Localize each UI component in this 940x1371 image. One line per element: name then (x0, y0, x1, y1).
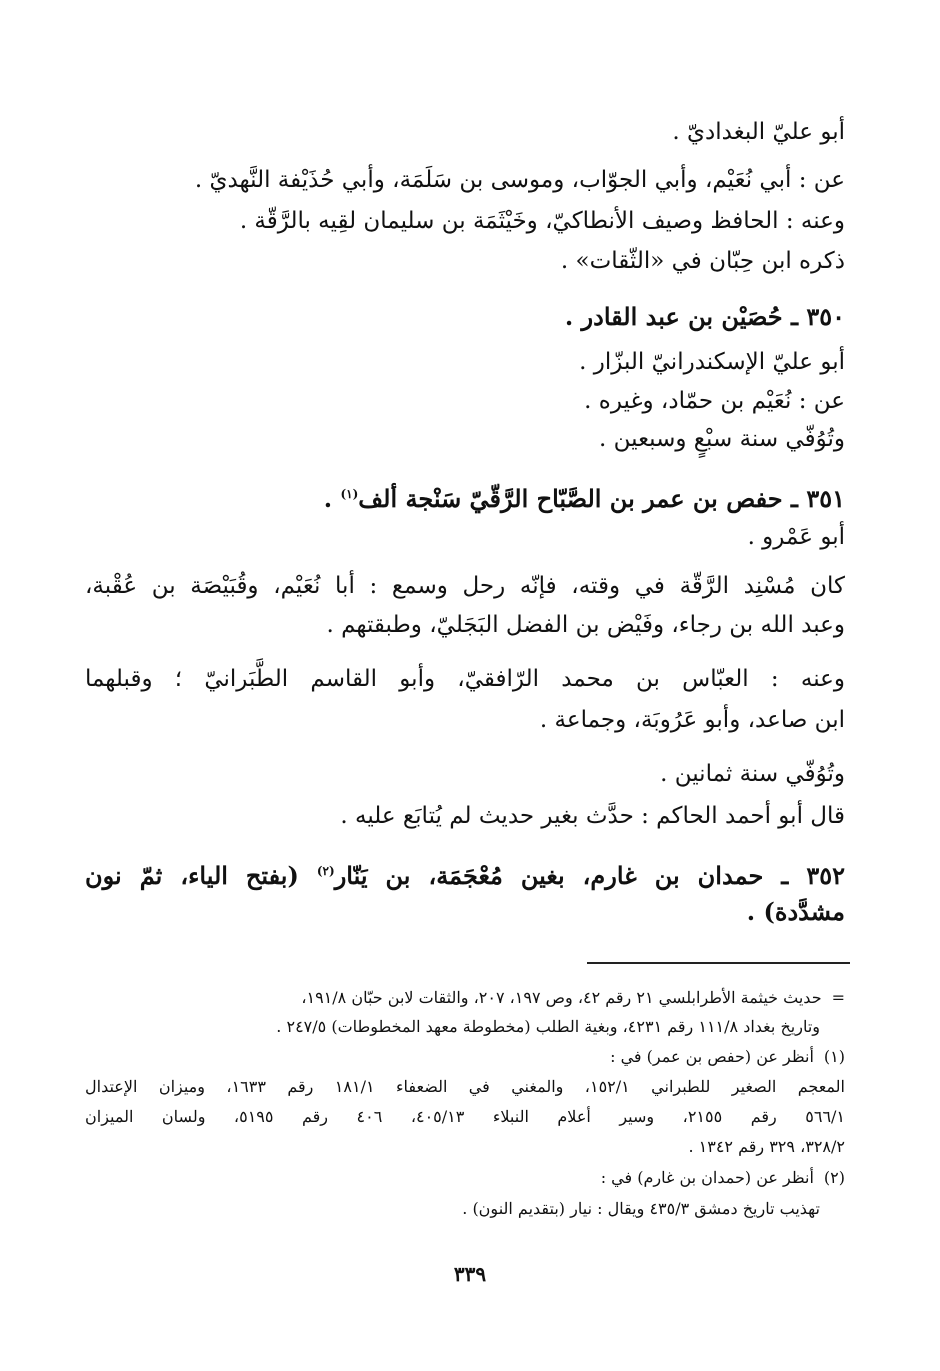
footnote-ref-2: (٢) (316, 864, 335, 878)
footnote-1-title: أنظر عن (حفص بن عمر) في : (610, 1047, 814, 1066)
entry-351-para1-line2: وعبد الله بن رجاء، وفَيْض بن الفضل البَجَليّ، وطبقتهم . (326, 612, 845, 638)
entry-351-heading (85, 475, 845, 518)
footnote-continuation-line2: وتاريخ بغداد ١١١/٨ رقم ٤٢٣١، وبغية الطلب (مخطوطة معهد المخطوطات) ٢٤٧/٥ . (276, 1017, 820, 1036)
footnote-1-line2: ٥٦٦/١ رقم ٢١٥٥، وسير أعلام النبلاء ٤٠٥/١٣، ٤٠٦ رقم ٥١٩٥، ولسان الميزان (85, 1107, 846, 1126)
prev-entry-students: وعنه : الحافظ وصيف الأنطاكيّ، وخَيْثَمَة بن سليمان لقِيه بالرَّقّة . (239, 208, 845, 234)
footnote-ref-1: (١) (340, 487, 359, 501)
entry-351-para2-line2: ابن صاعد، وأبو عَرُوبَة، وجماعة . (539, 707, 845, 733)
prev-entry-source: ذكره ابن حِبّان في «الثّقات» . (560, 248, 845, 274)
entry-350-heading: ٣٥٠ ـ حُصَيْن بن عبد القادر . (564, 302, 845, 331)
footnote-2-title-line (85, 1164, 845, 1192)
entry-352-heading-line1 (85, 852, 845, 895)
entry-350-kunya: أبو عليّ الإسكندرانيّ البزّار . (579, 349, 845, 375)
entry-351-heading-end: . (323, 484, 341, 513)
footnote-2-line1: تهذيب تاريخ دمشق ٤٣٥/٣ ويقال : نيار (بتقديم النون) . (462, 1199, 820, 1218)
prev-entry-teachers: عن : أبي نُعَيْم، وأبي الجوّاب، وموسى بن سَلَمَة، وأبي حُذَيْفة النَّهديّ . (194, 167, 845, 193)
entry-351-heading-text: ٣٥١ ـ حفص بن عمر بن الصَّبّاح الرَّقّيّ سَنْجة ألف (358, 484, 845, 513)
footnote-continuation-line1 (85, 984, 845, 1012)
entry-350-teachers: عن : نُعَيْم بن حمّاد، وغيره . (584, 388, 845, 414)
footnote-separator (587, 962, 850, 964)
footnote-1-line3: ٣٢٨/٢، ٣٢٩ رقم ١٣٤٢ . (688, 1137, 845, 1156)
entry-351-kunya: أبو عَمْرو . (747, 524, 845, 550)
entry-350-death: وتُوُفّي سنة سبْعٍ وسبعين . (599, 426, 845, 452)
entry-352-heading-text: ٣٥٢ ـ حمدان بن غارم، بغين مُعْجَمَة، بن يَنّار (334, 861, 845, 890)
footnote-1-title-line (85, 1043, 845, 1071)
entry-352-heading-rest: (بفتح الياء، ثمّ نون (85, 861, 317, 890)
page-number: ٣٣٩ (453, 1262, 487, 1286)
prev-entry-kunya: أبو عليّ البغداديّ . (672, 119, 845, 145)
footnote-1-marker: (١) (823, 1047, 845, 1066)
entry-351-death: وتُوُفّي سنة ثمانين . (660, 761, 845, 787)
footnote-1-line1: المعجم الصغير للطبراني ١٥٢/١، والمغني في الضعفاء ١٨١/١ رقم ١٦٣٣، وميزان الإعتدال (85, 1077, 846, 1096)
entry-351-para2-line1: وعنه : العبّاس بن محمد الرّافقيّ، وأبو القاسم الطَّبَرانيّ ؛ وقبلهما (85, 666, 845, 692)
entry-351-para1-line1: كان مُسْنِد الرَّقّة في وقته، فإنّه رحل وسمع : أبا نُعَيْم، وقُبَيْصَة بن عُقْبة، (85, 573, 845, 599)
entry-351-quote: قال أبو أحمد الحاكم : حدَّث بغير حديث لم يُتابَع عليه . (340, 803, 845, 829)
footnote-2-marker: (٢) (823, 1168, 845, 1187)
entry-352-heading-line2: مشدَّدة) . (746, 897, 845, 926)
footnote-continuation-text1: حديث خيثمة الأطرابلسي ٢١ رقم ٤٢، وص ١٩٧، ٢٠٧، والثقات لابن حبّان ١٩١/٨، (301, 988, 822, 1007)
footnote-continuation-marker: = (831, 988, 845, 1007)
footnote-2-title: أنظر عن (حمدان بن غارم) في : (600, 1168, 814, 1187)
